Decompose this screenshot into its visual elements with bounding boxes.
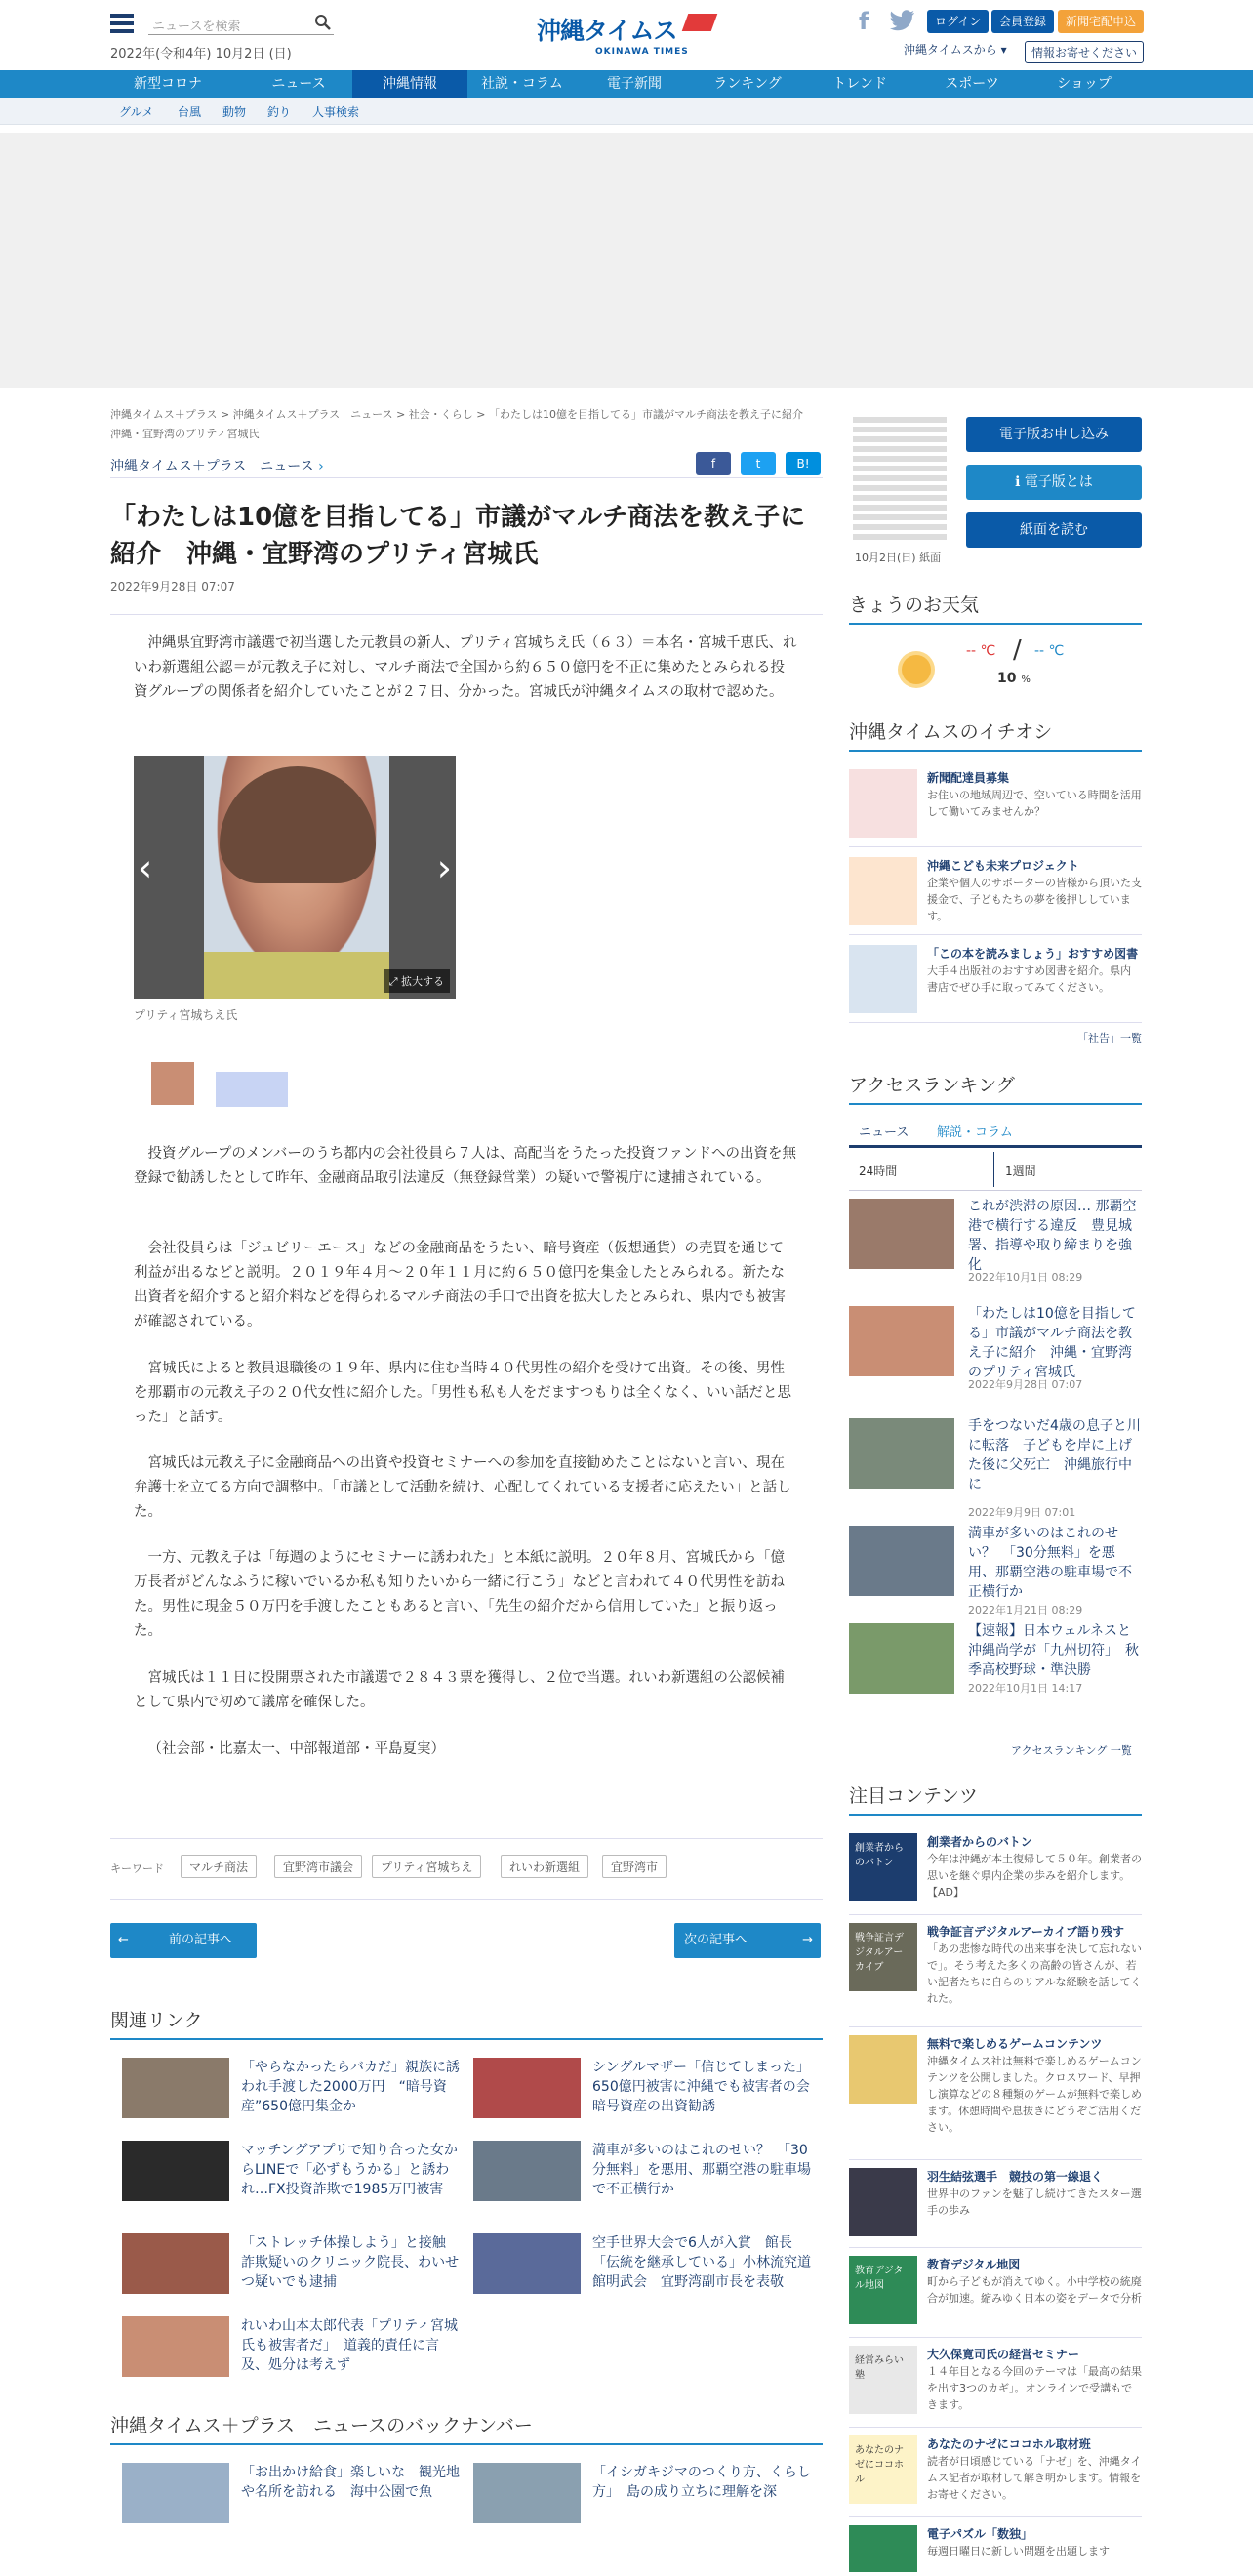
feature-item[interactable]: 無料で楽しめるゲームコンテンツ 沖縄タイムス社は無料で楽しめるゲームコンテンツを公開しました。クロスワード、早押し演算などの８種類のゲームが無料で楽しめます。休憩時間や息抜きにどうぞご活用ください。 <box>849 2027 1142 2160</box>
notice-list-link[interactable]: 「社告」一覧 <box>1077 1032 1142 1044</box>
keyword-tag[interactable]: プリティ宮城ちえ <box>372 1855 481 1878</box>
prev-article-button[interactable]: ← 前の記事へ <box>110 1923 257 1958</box>
ranking-item[interactable]: 手をつないだ4歳の息子と川に転落 子どもを岸に上げた後に父死亡 沖縄旅行中に 2022年9月9日 07:01 <box>849 1411 1142 1512</box>
feature-item[interactable]: あなたのナゼにココホル あなたのナゼにココホル取材班 読者が日頃感じている「ナゼ」を、沖縄タイムス記者が取材して解き明かします。情報をお寄せください。 <box>849 2428 1142 2517</box>
precipitation: 10 % <box>997 671 1031 686</box>
breadcrumb-item: 「わたしは10億を目指してる」市議がマルチ商法を教え子に紹介 沖縄・宜野湾のプリティ宮城氏 <box>110 408 815 440</box>
related-item[interactable]: シングルマザー「信じてしまった」 650億円被害に沖縄でも被害者の会 暗号資産の出資勧誘 <box>473 2050 815 2138</box>
tab-underline <box>849 1145 1142 1148</box>
keyword-label: キーワード <box>110 1862 164 1875</box>
pickup-item[interactable]: 沖縄こども未来プロジェクト 企業や個人のサポーターの皆様から頂いた支援金で、子どもたちの夢を後押ししています。 <box>849 849 1142 935</box>
photo-thumbnail[interactable] <box>151 1062 194 1105</box>
ranking-item[interactable]: 満車が多いのはこれのせい？ 「30分無料」を悪用、那覇空港の駐車場で不正横行か 2022年1月21日 08:29 <box>849 1518 1142 1619</box>
search-icon[interactable] <box>314 14 332 31</box>
keyword-tag[interactable]: 宜野湾市議会 <box>274 1855 362 1878</box>
article-photo[interactable] <box>134 756 456 999</box>
nav-item-sports[interactable]: スポーツ <box>945 76 999 92</box>
pickup-item[interactable]: 「この本を読みましょう」おすすめ図書 大手４出版社のおすすめ図書を紹介。県内書店でぜひ手に取ってみてください。 <box>849 937 1142 1023</box>
section-link[interactable]: 沖縄タイムス＋プラス ニュース › <box>110 459 324 474</box>
nav-item-ranking[interactable]: ランキング <box>713 76 782 92</box>
temp-low: -- ℃ <box>1034 643 1065 659</box>
subnav-item-gourmet[interactable]: グルメ <box>119 105 154 119</box>
info-request-button[interactable]: 情報お寄せください <box>1025 41 1144 63</box>
ranking-more-link[interactable]: アクセスランキング 一覧 <box>1011 1744 1132 1757</box>
feature-item[interactable]: 教育デジタル地図 教育デジタル地図 町から子どもが消えてゆく。小中学校の統廃合が加速。縮みゆく日本の姿をデータで分析 <box>849 2248 1142 2338</box>
twitter-icon[interactable] <box>890 10 915 31</box>
related-item[interactable]: 「ストレッチ体操しよう」と接触 詐欺疑いのクリニック院長、わいせつ疑いでも逮捕 <box>122 2226 464 2313</box>
breadcrumb: 沖縄タイムス＋プラス > 沖縄タイムス＋プラス ニュース > 社会・くらし > 「わたしは10億を目指してる」市議がマルチ商法を教え子に紹介 沖縄・宜野湾のプリティ宮城氏 <box>110 408 815 440</box>
breadcrumb-item[interactable]: 沖縄タイムス＋プラス <box>110 408 218 421</box>
nav-item-okinawa-info[interactable]: 沖縄情報 <box>352 70 467 98</box>
register-button[interactable]: 会員登録 <box>991 10 1054 33</box>
main-nav <box>0 70 1253 98</box>
feature-item[interactable]: 羽生結弦選手 競技の第一線退く 世界中のファンを魅了し続けてきたスター選手の歩み <box>849 2160 1142 2248</box>
sunny-icon <box>902 655 931 684</box>
e-paper-about-button[interactable]: ℹ 電子版とは <box>966 465 1142 500</box>
site-logo[interactable]: 沖縄タイムス OKINAWA TIMES <box>537 12 722 53</box>
article-paragraph: 宮城氏は１１日に投開票された市議選で２８４３票を獲得し、２位で当選。れいわ新選組の公認候補として県内で初めて議席を確保した。 <box>134 1670 785 1710</box>
tab-24h[interactable]: 24時間 <box>859 1165 898 1178</box>
hamburger-menu-icon[interactable] <box>110 14 134 33</box>
nav-item-shop[interactable]: ショップ <box>1057 76 1112 92</box>
temp-high: -- ℃ <box>966 643 996 659</box>
keyword-tag[interactable]: マルチ商法 <box>181 1855 257 1878</box>
subscribe-button[interactable]: 新聞宅配申込 <box>1058 10 1144 33</box>
nav-item-editorial[interactable]: 社説・コラム <box>481 76 563 92</box>
paper-label: 10月2日(日) 紙面 <box>855 552 942 564</box>
feature-heading: 注目コンテンツ <box>849 1781 1142 1816</box>
article-paragraph: 一方、元教え子は「毎週のようにセミナーに誘われた」と本紙に説明。２０年８月、宮城氏から「億万長者がどんなふうに稼いでいるか私も知りたいから一緒に行こう」などと言われて４０代男性を訪ねた。男性に現金５０万円を手渡したこともあると言い、「先生の紹介だから信用していた」と振り返った。 <box>134 1550 785 1639</box>
enlarge-button[interactable]: ⤢ 拡大する <box>384 969 450 993</box>
nav-item-news[interactable]: ニュース <box>271 76 326 92</box>
arrow-left-icon: ← <box>118 1933 129 1947</box>
nav-item-covid[interactable]: 新型コロナ <box>134 76 202 92</box>
from-times-dropdown[interactable]: 沖縄タイムスから ▾ <box>904 43 1007 57</box>
article-date: 2022年9月28日 07:07 <box>110 580 235 593</box>
current-date: 2022年(令和4年) 10月2日 (日) <box>110 47 292 61</box>
photo-thumbnail[interactable] <box>216 1072 288 1107</box>
breadcrumb-item[interactable]: 沖縄タイムス＋プラス ニュース <box>232 408 393 421</box>
backnumber-heading: 沖縄タイムス＋プラス ニュースのバックナンバー <box>110 2411 823 2445</box>
article <box>110 405 824 2500</box>
arrow-right-icon: → <box>802 1933 813 1947</box>
tab-column[interactable]: 解説・コラム <box>937 1125 1013 1140</box>
ranking-item[interactable]: これが渋滞の原因… 那覇空港で横行する違反 豊見城署、指導や取り締まりを強化 2022年10月1日 08:29 <box>849 1191 1142 1292</box>
temp-divider: / <box>1013 635 1022 665</box>
article-paragraph: 投資グループのメンバーのうち都内の会社役員ら７人は、高配当をうたった投資ファンドへの出資を無登録で勧誘したとして昨年、金融商品取引法違反（無登録営業）の疑いで警視庁に逮捕されている。 <box>134 1146 797 1186</box>
tab-1week[interactable]: 1週間 <box>1005 1165 1036 1178</box>
newspaper-thumbnail[interactable] <box>853 417 947 544</box>
subnav-item-personnel[interactable]: 人事検索 <box>312 105 360 119</box>
feature-item[interactable]: 電子パズル「数独」 毎週日曜日に新しい問題を出題します <box>849 2517 1142 2576</box>
nav-item-trend[interactable]: トレンド <box>832 76 887 92</box>
backnumber-item[interactable]: 「イシガキジマのつくり方、くらし方」 島の成り立ちに理解を深 <box>473 2455 815 2543</box>
related-item[interactable]: 空手世界大会で6人が入賞 館長「伝統を継承している」小林流究道館明武会 宜野湾副市長を表敬 <box>473 2226 815 2313</box>
related-heading: 関連リンク <box>110 2006 823 2040</box>
keyword-tag[interactable]: れいわ新選組 <box>501 1855 588 1878</box>
ranking-item[interactable]: 「わたしは10億を目指してる」市議がマルチ商法を教え子に紹介 沖縄・宜野湾のプリティ宮城氏 2022年9月28日 07:07 <box>849 1298 1142 1400</box>
ranking-item[interactable]: 【速報】日本ウェルネスと沖縄尚学が「九州切符」 秋季高校野球・準決勝 2022年10月1日 14:17 <box>849 1615 1142 1717</box>
keyword-tag[interactable]: 宜野湾市 <box>602 1855 667 1878</box>
next-article-button[interactable]: 次の記事へ → <box>674 1923 821 1958</box>
feature-item[interactable]: 創業者からのバトン 創業者からのバトン 今年は沖縄が本土復帰して５０年。創業者の思いを継ぐ県内企業の歩みを紹介します。【AD】 <box>849 1825 1142 1915</box>
feature-item[interactable]: 経営みらい塾 大久保寛司氏の経営セミナー １４年目となる今回のテーマは「最高の結果を出す3つのカギ」。オンラインで受講もできます。 <box>849 2338 1142 2428</box>
subnav-item-animals[interactable]: 動物 <box>222 105 247 119</box>
ad-banner <box>0 133 1253 388</box>
related-item[interactable]: れいわ山本太郎代表「プリティ宮城氏も被害者だ」 道義的責任に言及、処分は考えず <box>122 2309 464 2396</box>
photo-next-icon[interactable]: › <box>436 846 452 889</box>
breadcrumb-item[interactable]: 社会・くらし <box>408 408 473 421</box>
tab-news[interactable]: ニュース <box>859 1125 909 1140</box>
search-input[interactable]: ニュースを検索 <box>148 12 334 35</box>
nav-item-e-paper[interactable]: 電子新聞 <box>607 76 662 92</box>
photo-prev-icon[interactable]: ‹ <box>138 846 153 889</box>
article-byline: （社会部・比嘉太一、中部報道部・平島夏実） <box>147 1741 445 1757</box>
weather-heading: きょうのお天気 <box>849 591 1142 625</box>
read-paper-button[interactable]: 紙面を読む <box>966 512 1142 548</box>
site-header <box>0 0 1253 70</box>
photo-caption: プリティ宮城ちえ氏 <box>134 1008 238 1022</box>
related-item[interactable]: 満車が多いのはこれのせい？ 「30分無料」を悪用、那覇空港の駐車場で不正横行か <box>473 2133 815 2221</box>
backnumber-item[interactable]: 「お出かけ給食」楽しいな 観光地や名所を訪れる 海中公園で魚 <box>122 2455 464 2543</box>
article-title: 「わたしは10億を目指してる」市議がマルチ商法を教え子に紹介 沖縄・宜野湾のプリティ宮城氏 <box>110 503 806 569</box>
article-lead: 沖縄県宜野湾市議選で初当選した元教員の新人、プリティ宮城ちえ氏（６３）＝本名・宮城千恵氏、れいわ新選組公認＝が元教え子に対し、マルチ商法で全国から約６５０億円を不正に集めたとみられる投資グループの関係者を紹介していたことが２７日、分かった。宮城氏が沖縄タイムスの取材で認めた。 <box>134 635 797 700</box>
share-hatena-button[interactable]: B! <box>786 452 821 475</box>
share-twitter-button[interactable]: t <box>741 452 776 475</box>
article-paragraph: 会社役員らは「ジュビリーエース」などの金融商品をうたい、暗号資産（仮想通貨）の売買を通じて利益が出るなどと説明。２０１９年４月～２０年１１月に約６５０億円を集金したとみられる。新たな出資者を紹介すると紹介料などを得られるマルチ商法の手口で出資を拡大したとみられ、県内でも被害が確認されている。 <box>134 1241 786 1329</box>
info-icon: ℹ <box>1015 474 1021 490</box>
subnav-item-typhoon[interactable]: 台風 <box>178 105 202 119</box>
subnav-item-fishing[interactable]: 釣り <box>267 105 292 119</box>
pickup-heading: 沖縄タイムスのイチオシ <box>849 717 1142 752</box>
article-paragraph: 宮城氏は元教え子に金融商品への出資や投資セミナーへの参加を直接勧めたことはないと言い、現在弁護士を立てる方向で調整中。「市議として活動を続け、心配してくれている支援者に応えたい」と話した。 <box>134 1455 791 1520</box>
ranking-heading: アクセスランキング <box>849 1071 1142 1105</box>
login-button[interactable]: ログイン <box>927 10 989 33</box>
facebook-icon[interactable]: f <box>859 8 869 35</box>
share-facebook-button[interactable]: f <box>696 452 731 475</box>
related-item[interactable]: 「やらなかったらバカだ」親族に誘われ手渡した2000万円 “暗号資産”650億円集金か <box>122 2050 464 2138</box>
article-paragraph: 宮城氏によると教員退職後の１９年、県内に住む当時４０代男性の紹介を受けて出資。その後、男性を那覇市の元教え子の２０代女性に紹介した。「男性も私も人をだますつもりは全くなく、いい話だと思った」と話す。 <box>134 1361 791 1425</box>
related-item[interactable]: マッチングアプリで知り合った女からLINEで「必ずもうかる」と誘われ…FX投資詐欺で1985万円被害 <box>122 2133 464 2221</box>
pickup-item[interactable]: 新聞配達員募集 お住いの地域周辺で、空いている時間を活用して働いてみませんか？ <box>849 761 1142 847</box>
e-paper-apply-button[interactable]: 電子版お申し込み <box>966 417 1142 452</box>
feature-item[interactable]: 戦争証言デジタルアーカイブ 戦争証言デジタルアーカイブ語り残す 「あの悲惨な時代の出来事を決して忘れないで」。そう考えた多くの高齢の皆さんが、若い記者たちに自らのリアルな経験を話してくれた。 <box>849 1915 1142 2027</box>
sub-nav <box>0 98 1253 125</box>
